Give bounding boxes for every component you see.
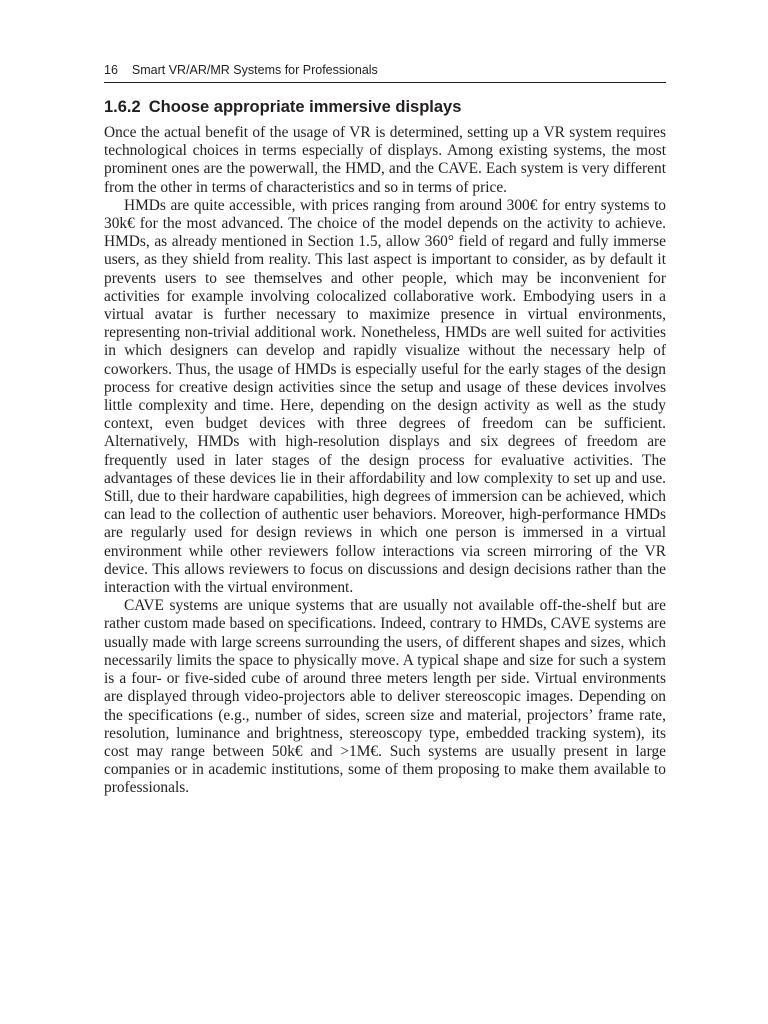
paragraph-intro: Once the actual benefit of the usage of VR is determined, setting up a VR system requires technological choices in terms especially of displays. Among existing systems, the most prominent ones are the powerwall, the HMD, and the CAVE. Each system is very different from the other in terms of characteristics and so in terms of price. (104, 124, 666, 196)
header-rule (104, 82, 666, 83)
section-title: Choose appropriate immersive displays (148, 98, 462, 116)
paragraph-cave: CAVE systems are unique systems that are usually not available off-the-shelf but are rather custom made based on specifications. Indeed, contrary to HMDs, CAVE systems are usually made with large screens surrounding the users, of different shapes and sizes, which necessarily limits the space to physically move. A typical shape and size for such a system is a four- or five-sided cube of around three meters length per side. Virtual environments are displayed through video-projectors able to deliver stereoscopic images. Depending on the specifications (e.g., number of sides, screen size and material, projectors’ frame rate, resolution, luminance and brightness, stereoscopy type, embedded tracking system), its cost may range between 50k€ and >1M€. Such systems are usually present in large companies or in academic institutions, some of them proposing to make them available to professionals. (104, 597, 666, 797)
running-title: Smart VR/AR/MR Systems for Professionals (131, 63, 378, 77)
section-heading (104, 95, 666, 119)
page-number: 16 (104, 63, 118, 77)
paragraph-hmds: HMDs are quite accessible, with prices ranging from around 300€ for entry systems to 30k€ for the most advanced. The choice of the model depends on the activity to achieve. HMDs, as already mentioned in Section 1.5, allow 360° field of regard and fully immerse users, as they shield from reality. This last aspect is important to consider, as by default it prevents users to see themselves and other people, which may be inconvenient for activities for example involving colocalized collaborative work. Embodying users in a virtual avatar is further necessary to maximize presence in virtual environments, representing non-trivial additional work. Nonetheless, HMDs are well suited for activities in which designers can develop and rapidly visualize without the necessary help of coworkers. Thus, the usage of HMDs is especially useful for the early stages of the design process for creative design activities since the setup and usage of these devices involves little complexity and time. Here, depending on the design activity as well as the study context, even budget devices with three degrees of freedom can be sufficient. Alternatively, HMDs with high-resolution displays and six degrees of freedom are frequently used in later stages of the design process for evaluative activities. The advantages of these devices lie in their affordability and low complexity to set up and use. Still, due to their hardware capabilities, high degrees of immersion can be achieved, which can lead to the collection of authentic user behaviors. Moreover, high-performance HMDs are regularly used for design reviews in which one person is immersed in a virtual environment while other reviewers follow interactions via screen mirroring of the VR device. This allows reviewers to focus on discussions and design decisions rather than the interaction with the virtual environment. (104, 196, 666, 597)
body-text (104, 124, 666, 798)
running-head (104, 60, 666, 80)
section-number: 1.6.2 (104, 98, 141, 116)
